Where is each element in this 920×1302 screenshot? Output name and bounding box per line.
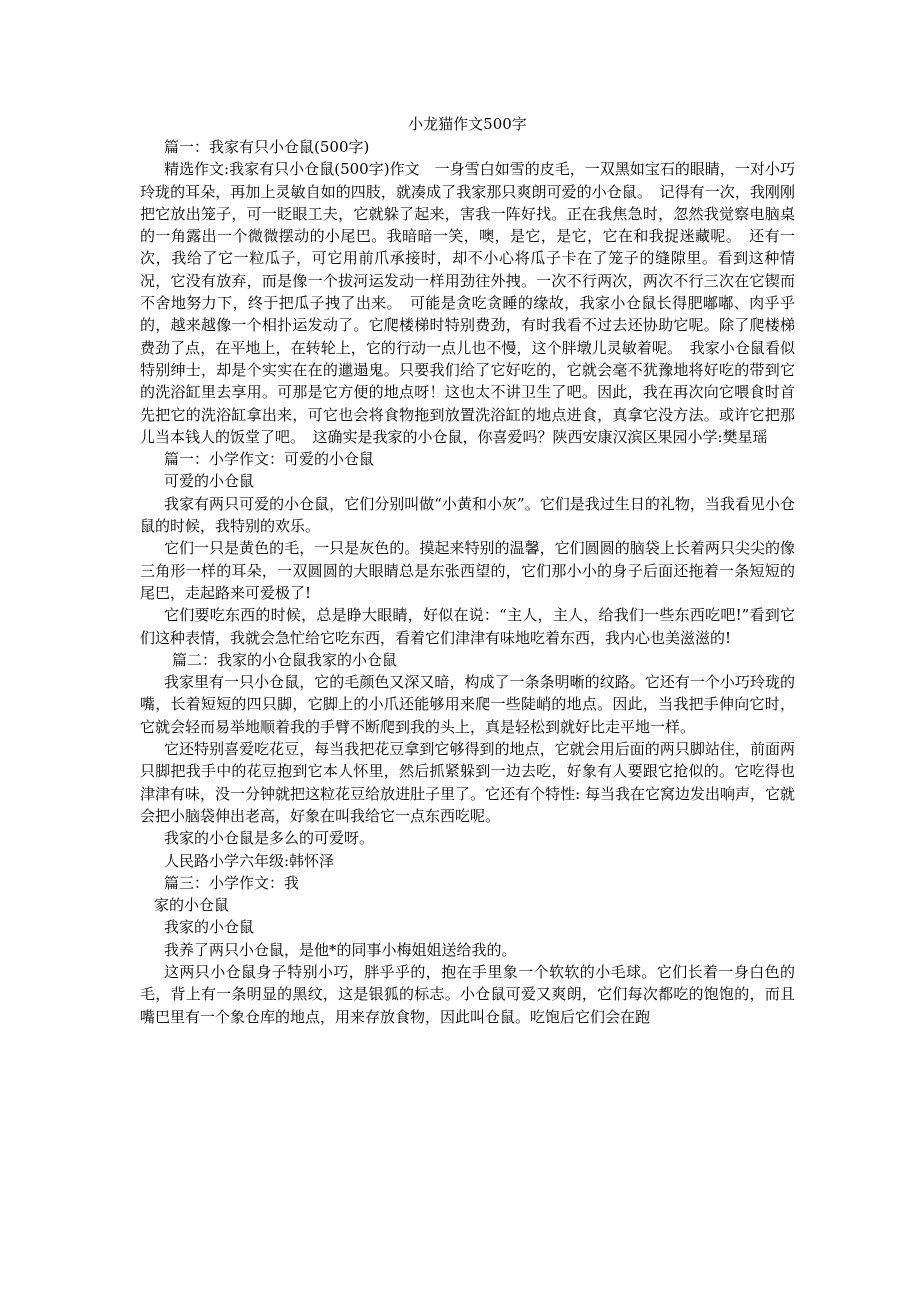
section4-subtitle: 我家的小仓鼠 [164, 918, 255, 937]
section3-author: 人民路小学六年级:韩怀泽 [164, 851, 335, 870]
document-title: 小龙猫作文500字 [408, 115, 527, 133]
section2-paragraph-3: 它们要吃东西的时候，总是睁大眼睛，好似在说：“主人，主人，给我们一些东西吃吧!”看到它们这种表情，我就会急忙给它吃东西，看着它们津津有味地吃着东西，我内心也美滋滋的! [140, 606, 795, 647]
section2-heading: 篇一：小学作文：可爱的小仓鼠 [164, 450, 375, 469]
section3-heading: 篇二：我家的小仓鼠我家的小仓鼠 [172, 650, 398, 669]
section4-heading: 篇三：小学作文：我 [164, 873, 300, 892]
section4-heading-continued: 家的小仓鼠 [154, 896, 230, 915]
section2-paragraph-1: 我家有两只可爱的小仓鼠，它们分别叫做“小黄和小灰”。它们是我过生日的礼物，当我看见小仓鼠的时候，我特别的欢乐。 [140, 494, 795, 536]
section2-paragraph-2: 它们一只是黄色的毛，一只是灰色的。摸起来特别的温馨，它们圆圆的脑袋上长着两只尖尖的像三角形一样的耳朵，一双圆圆的大眼睛总是东张西望的，它们那小小的身子后面还拖着一条短短的尾巴，走起路来可爱极了! [140, 539, 795, 602]
document-page [140, 112, 795, 1028]
section3-paragraph-2: 它还特别喜爱吃花豆，每当我把花豆拿到它够得到的地点，它就会用后面的两只脚站住，前面两只脚把我手中的花豆抱到它本人怀里，然后抓紧躲到一边去吃，好象有人要跟它抢似的。它吃得也津津有味，没一分钟就把这粒花豆给放进肚子里了。它还有个特性: 每当我在它窝边发出响声，它就会把小脑袋伸出老高，好象在叫我给它一点东西吃呢。 [140, 740, 795, 825]
section1-body: 精选作文:我家有只小仓鼠(500字)作文 一身雪白如雪的皮毛，一双黑如宝石的眼睛，一对小巧玲珑的耳朵，再加上灵敏自如的四肢，就凑成了我家那只爽朗可爱的小仓鼠。 记得有一次，我刚刚把它放出笼子，可一眨眼工夫，它就躲了起来，害我一阵好找。正在我焦急时，忽然我觉察电脑桌的一角露出一个微微摆动的小尾巴。我暗暗一笑，噢，是它，是它，它在和我捉迷藏呢。 还有一次，我给了它一粒瓜子，可它用前爪承接时，却不小心将瓜子卡在了笼子的缝隙里。看到这种情况，它没有放弃，而是像一个拔河运发动一样用劲往外拽。一次不行两次，两次不行三次在它锲而不舍地努力下，终于把瓜子拽了出来。 可能是贪吃贪睡的缘故，我家小仓鼠长得肥嘟嘟、肉乎乎的，越来越像一个相扑运发动了。它爬楼梯时特别费劲，有时我看不过去还协助它呢。除了爬楼梯费劲了点，在平地上，在转轮上，它的行动一点儿也不慢，这个胖墩儿灵敏着呢。 我家小仓鼠看似特别绅士，却是个实实在在的邋遢鬼。只要我们给了它好吃的，它就会毫不犹豫地将好吃的带到它的洗浴缸里去享用。可那是它方便的地点呀！这也太不讲卫生了吧。因此，我在再次向它喂食时首先把它的洗浴缸拿出来，可它也会将食物拖到放置洗浴缸的地点进食，真拿它没方法。或许它把那儿当本钱人的饭堂了吧。 这确实是我家的小仓鼠，你喜爱吗？陕西安康汉滨区果园小学:樊星瑶 [140, 160, 795, 446]
section2-subtitle: 可爱的小仓鼠 [164, 472, 255, 491]
section3-paragraph-1: 我家里有一只小仓鼠，它的毛颜色又深又暗，构成了一条条明晰的纹路。它还有一个小巧玲珑的嘴，长着短短的四只脚，它脚上的小爪还能够用来爬一些陡峭的地点。因此，当我把手伸向它时，它就会轻而易举地顺着我的手臂不断爬到我的头上，真是轻松到就好比走平地一样。 [140, 673, 795, 736]
section4-paragraph-1: 我养了两只小仓鼠，是他*的同事小梅姐姐送给我的。 [164, 940, 517, 959]
section3-paragraph-3: 我家的小仓鼠是多么的可爱呀。 [164, 829, 375, 848]
section4-paragraph-2: 这两只小仓鼠身子特别小巧，胖乎乎的，抱在手里象一个软软的小毛球。它们长着一身白色的毛，背上有一条明显的黑纹，这是银狐的标志。小仓鼠可爱又爽朗，它们每次都吃的饱饱的，而且嘴巴里有一个象仓库的地点，用来存放食物，因此叫仓鼠。吃饱后它们会在跑 [140, 962, 795, 1026]
section1-heading: 篇一：我家有只小仓鼠(500字) [164, 138, 370, 156]
